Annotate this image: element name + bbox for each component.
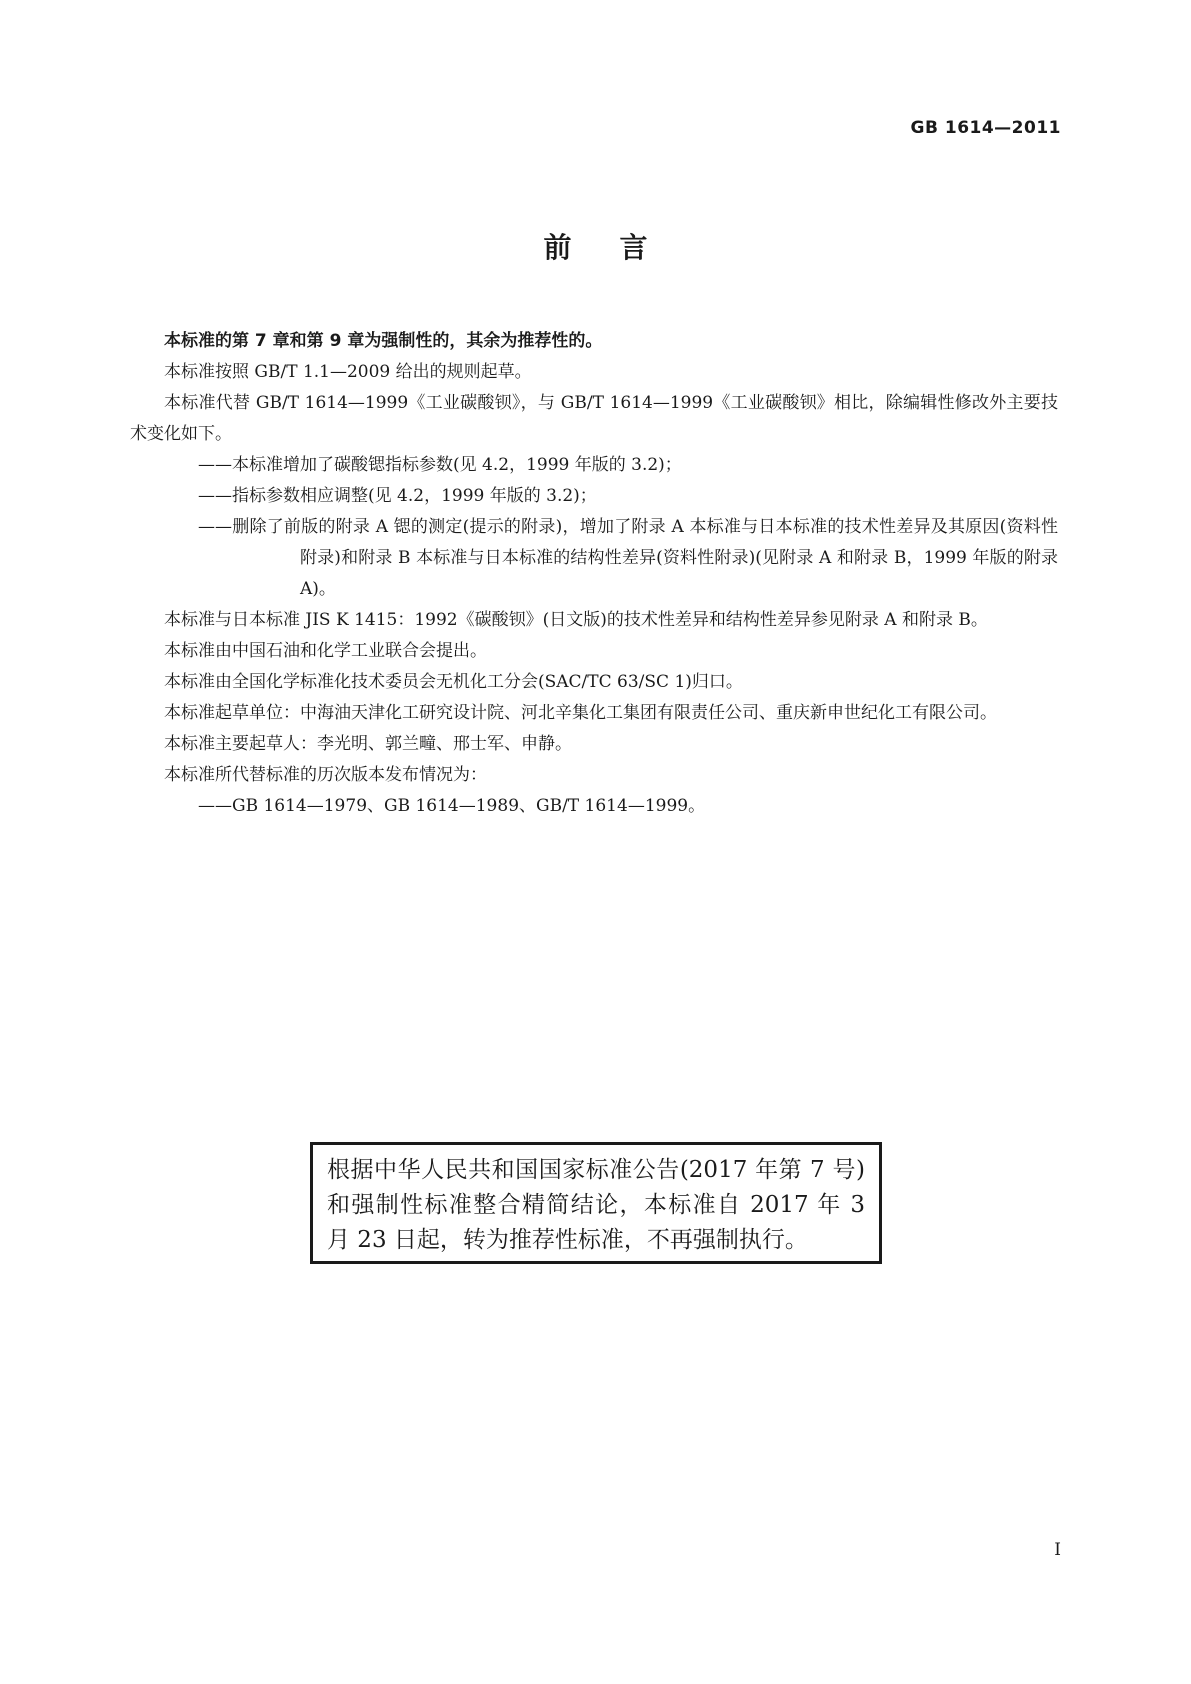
page-title: 前言 (543, 231, 696, 264)
committee-paragraph: 本标准由全国化学标准化技术委员会无机化工分会(SAC/TC 63/SC 1)归口。 (164, 672, 743, 692)
history-item: ——GB 1614—1979、GB 1614—1989、GB/T 1614—1999。 (198, 796, 706, 816)
replacement-paragraph: 本标准代替 GB/T 1614—1999《工业碳酸钡》，与 GB/T 1614—1999《工业碳酸钡》相比，除编辑性修改外主要技术变化如下。 (130, 393, 1058, 444)
change-item-1: ——本标准增加了碳酸锶指标参数(见 4.2，1999 年版的 3.2)； (198, 455, 682, 475)
drafting-units-paragraph: 本标准起草单位：中海油天津化工研究设计院、河北辛集化工集团有限责任公司、重庆新申世纪化工有限公司。 (164, 703, 997, 723)
page-number: I (1054, 1540, 1061, 1560)
mandatory-statement: 本标准的第 7 章和第 9 章为强制性的，其余为推荐性的。 (164, 331, 603, 351)
history-intro-paragraph: 本标准所代替标准的历次版本发布情况为： (164, 765, 487, 785)
proposer-paragraph: 本标准由中国石油和化学工业联合会提出。 (164, 641, 487, 661)
standard-code: GB 1614—2011 (910, 118, 1061, 138)
status-notice-box: 根据中华人民共和国国家标准公告(2017 年第 7 号)和强制性标准整合精简结论，本标准自 2017 年 3 月 23 日起，转为推荐性标准，不再强制执行。 (310, 1142, 882, 1264)
change-item-2: ——指标参数相应调整(见 4.2，1999 年版的 3.2)； (198, 486, 597, 506)
foreword-body (130, 326, 1058, 822)
drafters-paragraph: 本标准主要起草人：李光明、郭兰疃、邢士军、申静。 (164, 734, 572, 754)
drafting-rules-paragraph: 本标准按照 GB/T 1.1—2009 给出的规则起草。 (164, 362, 532, 382)
jis-comparison-paragraph: 本标准与日本标准 JIS K 1415：1992《碳酸钡》(日文版)的技术性差异和结构性差异参见附录 A 和附录 B。 (164, 610, 988, 630)
change-item-3: ——删除了前版的附录 A 锶的测定(提示的附录)，增加了附录 A 本标准与日本标准的技术性差异及其原因(资料性附录)和附录 B 本标准与日本标准的结构性差异(资料性附录)(见附录 A 和附录 B，1999 年版的附录 A)。 (198, 517, 1058, 599)
